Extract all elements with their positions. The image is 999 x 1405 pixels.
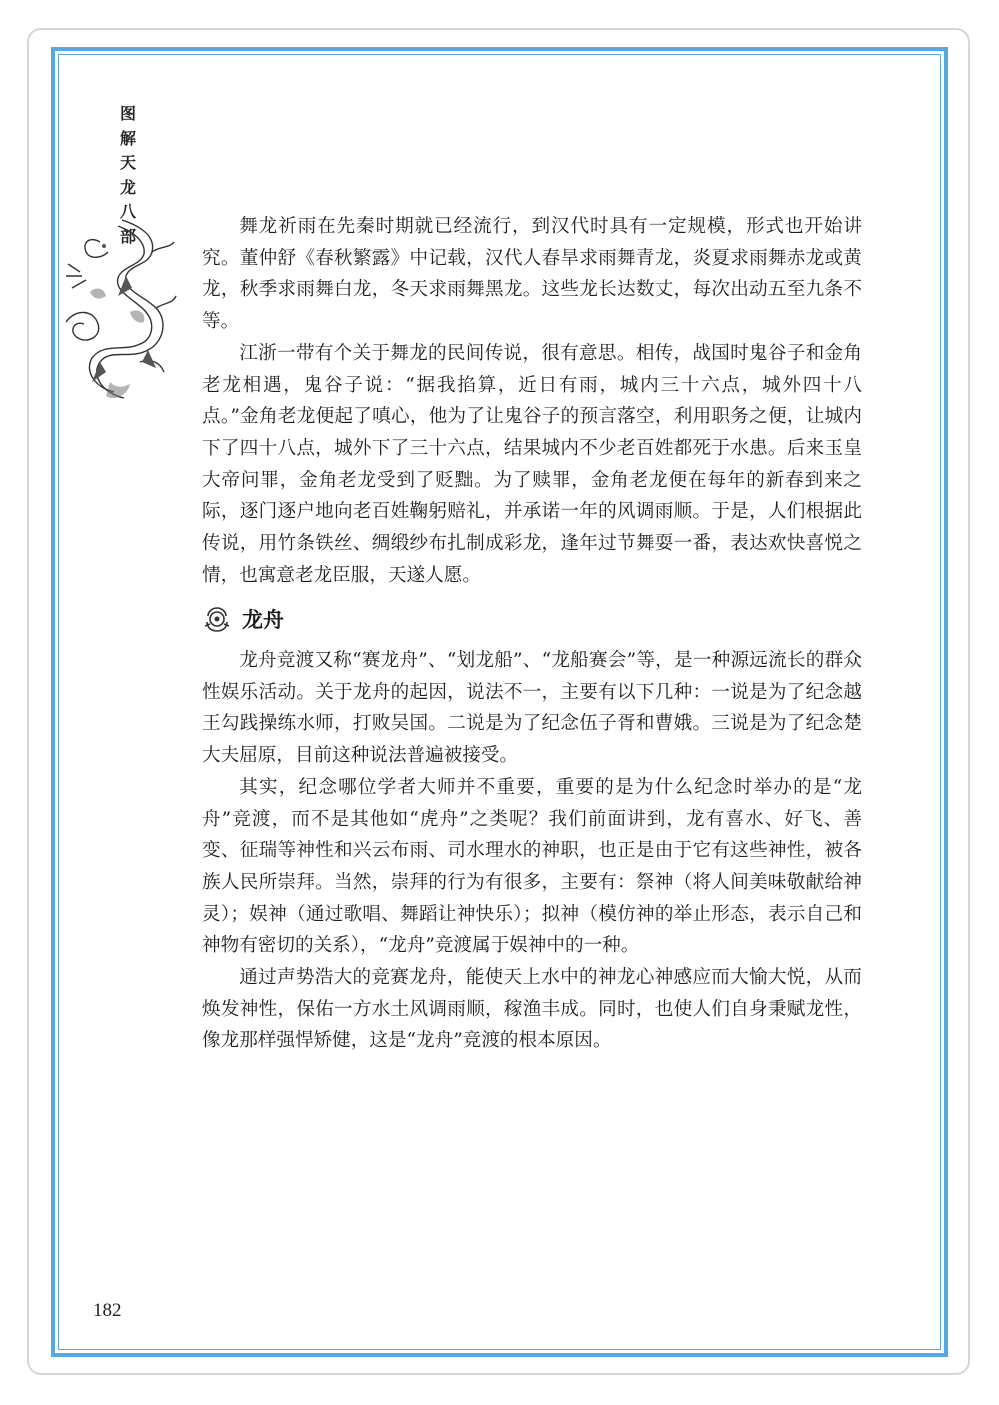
title-char: 解 xyxy=(119,128,136,148)
paragraph: 其实，纪念哪位学者大师并不重要，重要的是为什么纪念时举办的是“龙舟”竞渡，而不是其他如“虎舟”之类呢？我们前面讲到，龙有喜水、好飞、善变、征瑞等神性和兴云布雨、司水理水的神职，也正是由于它有这些神性，被各族人民所崇拜。当然，崇拜的行为有很多，主要有：祭神（将人间美味敬献给神灵）；娱神（通过歌唱、舞蹈让神快乐）；拟神（模仿神的举止形态，表示自己和神物有密切的关系），“龙舟”竞渡属于娱神中的一种。 xyxy=(202,776,862,957)
body-text-top xyxy=(202,211,862,591)
title-char: 部 xyxy=(119,226,136,246)
dragon-knot-icon xyxy=(202,604,232,634)
section-heading xyxy=(202,602,284,636)
paragraph: 舞龙祈雨在先秦时期就已经流行，到汉代时具有一定规模，形式也开始讲究。董仲舒《春秋繁露》中记载，汉代人春旱求雨舞青龙，炎夏求雨舞赤龙或黄龙，秋季求雨舞白龙，冬天求雨舞黑龙。这些龙长达数丈，每次出动五至九条不等。 xyxy=(202,216,862,333)
paragraph: 龙舟竞渡又称“赛龙舟”、“划龙船”、“龙船赛会”等，是一种源远流长的群众性娱乐活动。关于龙舟的起因，说法不一，主要有以下几种：一说是为了纪念越王勾践操练水师，打败吴国。二说是为了纪念伍子胥和曹娥。三说是为了纪念楚大夫屈原，目前这种说法普遍被接受。 xyxy=(202,650,862,767)
title-char: 天 xyxy=(119,153,136,172)
title-char: 图 xyxy=(119,104,136,123)
title-char: 八 xyxy=(119,202,136,221)
title-char: 龙 xyxy=(119,177,136,197)
paragraph: 通过声势浩大的竞赛龙舟，能使天上水中的神龙心神感应而大愉大悦，从而焕发神性，保佑一方水土风调雨顺，稼渔丰成。同时，也使人们自身秉赋龙性，像龙那样强悍矫健，这是“龙舟”竞渡的根本原因。 xyxy=(202,967,862,1052)
paragraph: 江浙一带有个关于舞龙的民间传说，很有意思。相传，战国时鬼谷子和金角老龙相遇，鬼谷子说：“据我掐算，近日有雨，城内三十六点，城外四十八点。”金角老龙便起了嗔心，他为了让鬼谷子的预言落空，利用职务之便，让城内下了四十八点，城外下了三十六点，结果城内不少老百姓都死于水患。后来玉皇大帝问罪，金角老龙受到了贬黜。为了赎罪，金角老龙便在每年的新春到来之际，逐门逐户地向老百姓鞠躬赔礼，并承诺一年的风调雨顺。于是，人们根据此传说，用竹条铁丝、绸缎纱布扎制成彩龙，逢年过节舞耍一番，表达欢快喜悦之情，也寓意老龙臣服，天遂人愿。 xyxy=(202,342,862,586)
section-title: 龙舟 xyxy=(242,608,284,632)
body-text-bottom xyxy=(202,645,862,1057)
page-number: 182 xyxy=(93,1300,122,1321)
dragon-illustration-icon xyxy=(60,212,180,412)
